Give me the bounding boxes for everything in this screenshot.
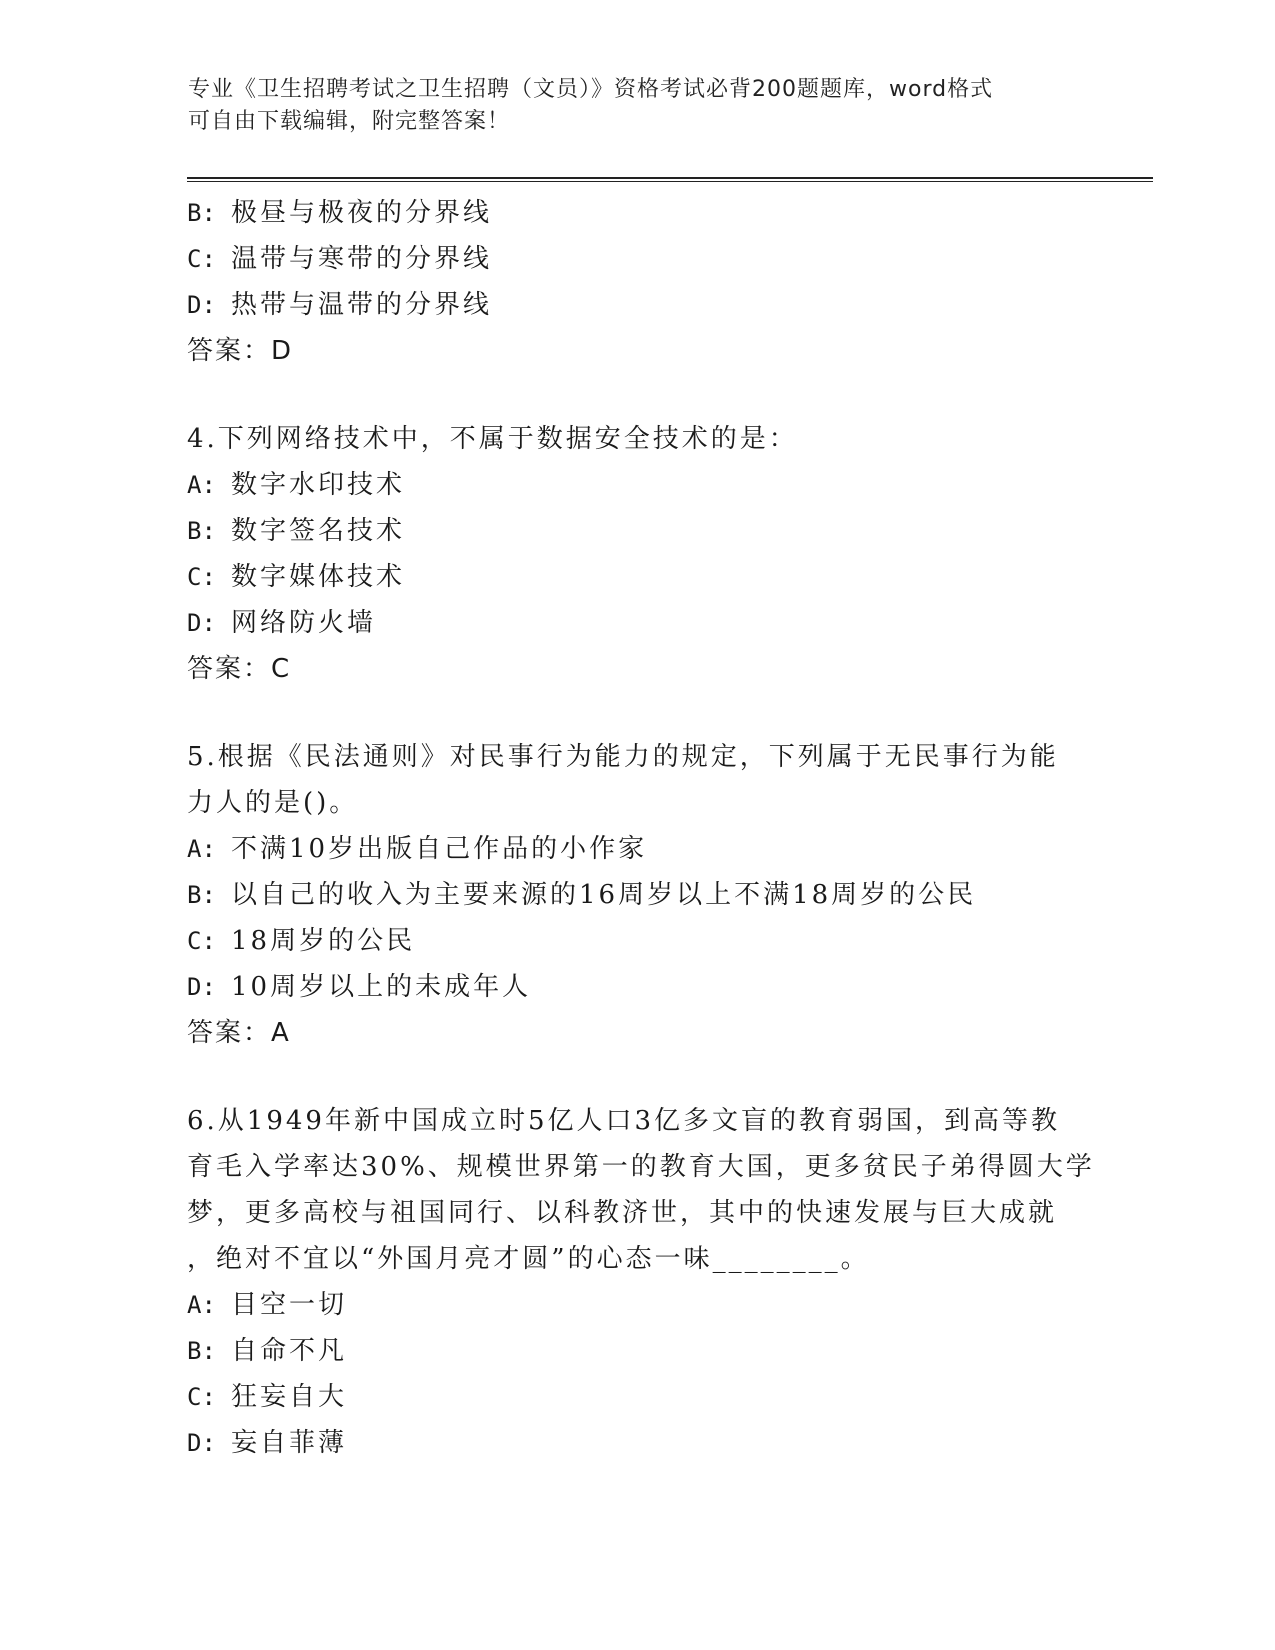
option-key: B: — [187, 1337, 216, 1365]
spacer — [187, 374, 1087, 416]
option-text: 数字水印技术 — [231, 470, 406, 500]
question-3 — [187, 190, 1087, 374]
question-5 — [187, 734, 1087, 1056]
option-key: D: — [187, 609, 216, 637]
option-key: A: — [187, 471, 216, 499]
option-text: 热带与温带的分界线 — [231, 290, 493, 320]
header-divider-thin — [187, 181, 1153, 182]
option-d — [187, 600, 1087, 646]
option-key: C: — [187, 245, 216, 273]
question-stem: 梦，更多高校与祖国同行、以科教济世，其中的快速发展与巨大成就 — [187, 1198, 1058, 1228]
answer-line: 答案：D — [187, 336, 294, 366]
option-text: 狂妄自大 — [231, 1382, 348, 1412]
spacer — [187, 1056, 1087, 1098]
option-text: 18周岁的公民 — [231, 926, 416, 956]
option-text: 网络防火墙 — [231, 608, 377, 638]
option-b — [187, 508, 1087, 554]
question-4 — [187, 416, 1087, 692]
option-key: C: — [187, 1383, 216, 1411]
option-a — [187, 826, 1087, 872]
option-c — [187, 918, 1087, 964]
answer-line: 答案：A — [187, 1018, 291, 1048]
header-title-line-1: 专业《卫生招聘考试之卫生招聘（文员）》资格考试必背200题题库，word格式 — [188, 77, 994, 102]
option-key: B: — [187, 881, 216, 909]
option-b — [187, 190, 1087, 236]
option-text: 妄自菲薄 — [231, 1428, 348, 1458]
option-d — [187, 964, 1087, 1010]
answer-line: 答案：C — [187, 654, 292, 684]
option-c — [187, 236, 1087, 282]
option-key: A: — [187, 835, 216, 863]
option-text: 自命不凡 — [231, 1336, 348, 1366]
option-d — [187, 1420, 1087, 1466]
question-6 — [187, 1098, 1095, 1466]
option-text: 温带与寒带的分界线 — [231, 244, 493, 274]
question-stem: 5.根据《民法通则》对民事行为能力的规定，下列属于无民事行为能 — [187, 742, 1059, 772]
question-stem: 4.下列网络技术中，不属于数据安全技术的是： — [187, 424, 798, 454]
option-key: B: — [187, 199, 216, 227]
option-d — [187, 282, 1087, 328]
option-key: D: — [187, 973, 216, 1001]
option-key: A: — [187, 1291, 216, 1319]
option-key: D: — [187, 291, 216, 319]
option-text: 数字媒体技术 — [231, 562, 406, 592]
option-b — [187, 1328, 1087, 1374]
option-key: C: — [187, 927, 216, 955]
question-stem: 力人的是()。 — [187, 788, 359, 818]
question-stem: ，绝对不宜以“外国月亮才圆”的心态一味________。 — [187, 1244, 870, 1274]
question-stem: 育毛入学率达30%、规模世界第一的教育大国，更多贫民子弟得圆大学 — [187, 1152, 1095, 1182]
option-text: 数字签名技术 — [231, 516, 406, 546]
header-divider-thick — [187, 177, 1153, 179]
option-c — [187, 1374, 1087, 1420]
question-stem: 6.从1949年新中国成立时5亿人口3亿多文盲的教育弱国，到高等教 — [187, 1106, 1061, 1136]
spacer — [187, 692, 1087, 734]
option-text: 以自己的收入为主要来源的16周岁以上不满18周岁的公民 — [231, 880, 977, 910]
option-text: 不满10岁出版自己作品的小作家 — [231, 834, 648, 864]
option-text: 目空一切 — [231, 1290, 348, 1320]
option-b — [187, 872, 1087, 918]
header-title-line-2: 可自由下载编辑，附完整答案！ — [188, 109, 511, 134]
option-c — [187, 554, 1087, 600]
option-key: D: — [187, 1429, 216, 1457]
question-list — [187, 190, 1095, 1466]
option-a — [187, 462, 1087, 508]
document-header — [188, 74, 1068, 138]
option-text: 10周岁以上的未成年人 — [231, 972, 532, 1002]
option-key: C: — [187, 563, 216, 591]
option-text: 极昼与极夜的分界线 — [231, 198, 493, 228]
option-a — [187, 1282, 1087, 1328]
option-key: B: — [187, 517, 216, 545]
